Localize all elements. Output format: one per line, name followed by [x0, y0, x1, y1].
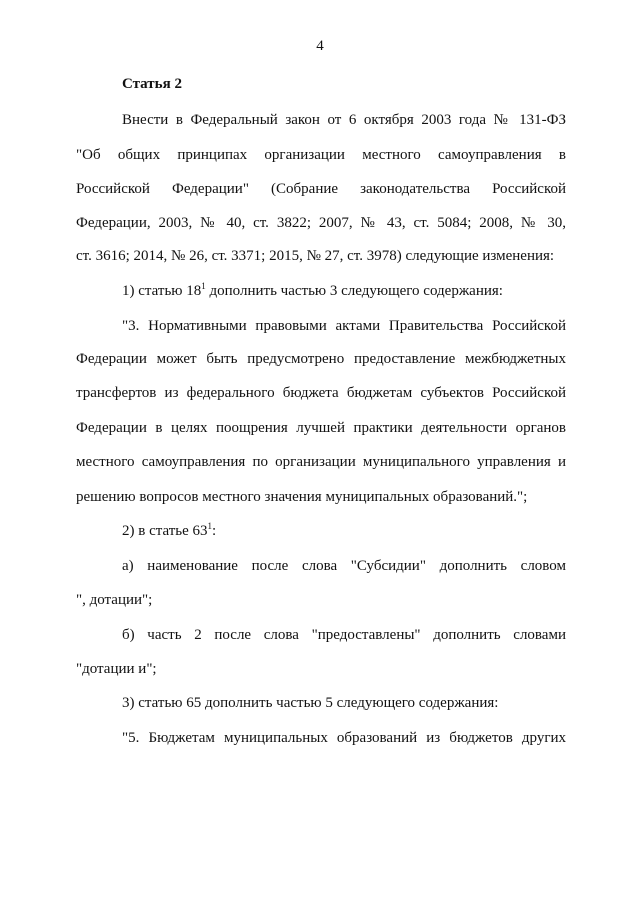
text-line: Федерации может быть предусмотрено предоставление межбюджетных [76, 351, 566, 367]
superscript: 1 [207, 521, 213, 531]
text-line: ", дотации"; [76, 592, 153, 608]
text-line [122, 522, 566, 540]
superscript: 1 [201, 281, 206, 291]
text-line: ст. 3616; 2014, № 26, ст. 3371; 2015, № 27, ст. 3978) следующие изменения: [76, 248, 555, 264]
text-line: Российской Федерации" (Собрание законодательства Российской [76, 181, 566, 197]
page-number: 4 [316, 38, 324, 54]
text-span: 1) статью 18 [122, 283, 202, 299]
text-line: местного самоуправления по организации муниципального управления и [76, 454, 566, 470]
text-line: решению вопросов местного значения муниципальных образований."; [76, 489, 528, 505]
text-line: трансфертов из федерального бюджета бюджетам субъектов Российской [76, 385, 566, 401]
text-line: "3. Нормативными правовыми актами Правительства Российской [122, 318, 566, 334]
text-line: 3) статью 65 дополнить частью 5 следующего содержания: [122, 695, 499, 711]
text-line: "5. Бюджетам муниципальных образований из бюджетов других [122, 730, 566, 746]
text-line: б) часть 2 после слова "предоставлены" дополнить словами [122, 627, 566, 643]
text-line [122, 282, 566, 300]
article-heading: Статья 2 [122, 76, 182, 92]
text-line: "дотации и"; [76, 661, 157, 677]
text-line: Федерации, 2003, № 40, ст. 3822; 2007, № 43, ст. 5084; 2008, № 30, [76, 215, 566, 231]
text-line: а) наименование после слова "Субсидии" дополнить словом [122, 558, 566, 574]
text-span: дополнить частью 3 следующего содержания: [205, 283, 503, 299]
text-line: "Об общих принципах организации местного самоуправления в [76, 147, 566, 163]
text-span: : [212, 523, 217, 539]
text-line: Внести в Федеральный закон от 6 октября 2003 года № 131-ФЗ [122, 112, 566, 128]
text-span: 2) в статье 63 [122, 523, 208, 539]
text-line: Федерации в целях поощрения лучшей практики деятельности органов [76, 420, 566, 436]
